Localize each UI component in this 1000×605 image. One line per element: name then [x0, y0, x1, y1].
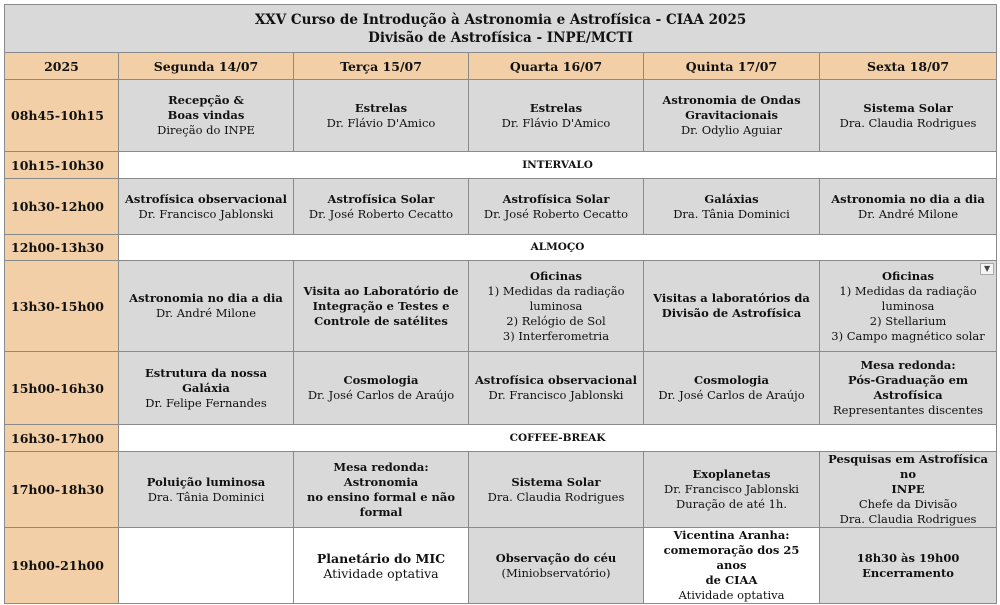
time-slot: 16h30-17h00	[5, 425, 119, 452]
session-cell[interactable]	[294, 179, 469, 235]
session-title: Boas vindas	[167, 108, 245, 122]
session-title: Oficinas	[882, 268, 935, 283]
session-speaker: Dr. José Roberto Cecatto	[308, 206, 454, 221]
session-cell[interactable]	[820, 352, 997, 425]
session-title: Astrofísica Solar	[502, 191, 610, 206]
session-title: formal	[359, 504, 403, 519]
session-speaker: Dra. Claudia Rodrigues	[839, 512, 977, 526]
workshop-item: luminosa	[881, 298, 935, 313]
session-title: Pós-Graduação em	[848, 373, 969, 387]
workshop-item: 2) Relógio de Sol	[506, 313, 606, 328]
session-title: Astrofísica	[873, 388, 943, 402]
header-friday: Sexta 18/07	[820, 53, 997, 80]
session-title: Poluição luminosa	[146, 474, 266, 489]
workshop-item: 2) Stellarium	[869, 313, 947, 328]
workshop-item: 1) Medidas da radiação	[839, 283, 977, 298]
session-title: Galáxias	[704, 191, 759, 206]
break-label: COFFEE-BREAK	[119, 425, 997, 452]
session-title: Observação do céu	[495, 550, 617, 565]
session-title: Sistema Solar	[511, 474, 601, 489]
header-row	[5, 53, 997, 80]
session-title: INPE	[891, 482, 925, 496]
session-cell[interactable]	[469, 352, 644, 425]
session-speaker: Dra. Tânia Dominici	[673, 206, 790, 221]
session-cell[interactable]	[294, 352, 469, 425]
session-cell[interactable]	[820, 452, 997, 528]
break-row	[5, 152, 997, 179]
table-row	[5, 352, 997, 425]
header-year: 2025	[5, 53, 119, 80]
session-cell[interactable]	[469, 80, 644, 152]
time-slot: 17h00-18h30	[5, 452, 119, 528]
session-title: Vicentina Aranha:	[673, 528, 790, 542]
break-label: ALMOÇO	[119, 235, 997, 261]
session-title: Sistema Solar	[863, 100, 953, 115]
time-slot: 08h45-10h15	[5, 80, 119, 152]
time-slot: 13h30-15h00	[5, 261, 119, 352]
table-row	[5, 261, 997, 352]
session-speaker: Dr. José Roberto Cecatto	[483, 206, 629, 221]
session-title: comemoração dos 25 anos	[663, 543, 800, 572]
session-title: Cosmologia	[343, 373, 419, 387]
session-cell[interactable]	[119, 179, 294, 235]
session-title: de CIAA	[705, 573, 758, 587]
table-row	[5, 179, 997, 235]
session-cell[interactable]	[469, 179, 644, 235]
chevron-down-icon[interactable]: ▼	[980, 263, 994, 275]
session-note: Atividade optativa	[323, 565, 439, 581]
session-cell[interactable]	[469, 452, 644, 528]
session-title: Estrelas	[529, 100, 583, 115]
title-line-1: XXV Curso de Introdução à Astronomia e Astrofísica - CIAA 2025	[254, 11, 747, 28]
session-speaker: Dr. José Carlos de Araújo	[307, 388, 455, 402]
session-speaker: Dr. André Milone	[155, 306, 257, 320]
session-cell[interactable]	[294, 80, 469, 152]
session-title: Controle de satélites	[314, 313, 448, 328]
session-note: Duração de até 1h.	[676, 497, 787, 511]
session-speaker: Dr. Francisco Jablonski	[664, 482, 799, 496]
session-speaker: Dr. Flávio D'Amico	[501, 115, 611, 130]
header-wednesday: Quarta 16/07	[469, 53, 644, 80]
workshop-item: 3) Campo magnético solar	[831, 328, 985, 343]
empty-cell	[119, 528, 294, 604]
time-slot: 10h30-12h00	[5, 179, 119, 235]
session-cell[interactable]	[820, 528, 997, 604]
session-cell[interactable]	[820, 179, 997, 235]
header-tuesday: Terça 15/07	[294, 53, 469, 80]
time-slot: 15h00-16h30	[5, 352, 119, 425]
time-slot: 19h00-21h00	[5, 528, 119, 604]
session-speaker: Dra. Tânia Dominici	[147, 489, 265, 504]
session-speaker: Dr. José Carlos de Araújo	[658, 388, 805, 402]
workshop-item: luminosa	[529, 298, 583, 313]
session-title: Planetário do MIC	[316, 550, 446, 566]
session-note: (Miniobservatório)	[501, 565, 611, 580]
session-cell[interactable]	[644, 452, 820, 528]
time-slot: 10h15-10h30	[5, 152, 119, 179]
session-speaker: Representantes discentes	[833, 403, 984, 417]
session-title: Gravitacionais	[685, 108, 778, 122]
table-row	[5, 528, 997, 604]
session-cell[interactable]	[820, 261, 997, 352]
session-title: Astronomia no dia a dia	[129, 291, 283, 305]
title-line-2: Divisão de Astrofísica - INPE/MCTI	[368, 29, 633, 46]
session-title: Cosmologia	[693, 373, 770, 387]
session-title: Visitas a laboratórios da	[653, 291, 810, 305]
session-title: Recepção &	[168, 93, 244, 107]
session-title: Estrutura da nossa Galáxia	[144, 365, 268, 395]
session-title: 18h30 às 19h00	[856, 550, 960, 565]
session-speaker: Direção do INPE	[157, 123, 255, 137]
session-cell[interactable]	[644, 80, 820, 152]
header-thursday: Quinta 17/07	[644, 53, 820, 80]
session-cell[interactable]	[294, 528, 469, 604]
session-cell[interactable]	[820, 80, 997, 152]
session-cell[interactable]	[294, 261, 469, 352]
session-title: Oficinas	[529, 268, 583, 283]
schedule-sheet	[4, 4, 997, 604]
session-cell[interactable]	[469, 261, 644, 352]
session-title: Exoplanetas	[692, 467, 771, 481]
break-row	[5, 235, 997, 261]
session-speaker: Dr. Felipe Fernandes	[145, 395, 267, 410]
session-title: Astrofísica Solar	[327, 191, 435, 206]
session-note: Atividade optativa	[678, 588, 785, 602]
session-title: Astronomia no dia a dia	[831, 191, 985, 206]
session-speaker: Dr. Flávio D'Amico	[326, 115, 436, 130]
session-title: Estrelas	[354, 100, 408, 115]
session-cell[interactable]	[469, 528, 644, 604]
time-slot: 12h00-13h30	[5, 235, 119, 261]
session-title: Mesa redonda: Astronomia	[333, 459, 429, 489]
session-title: no ensino formal e não	[306, 489, 456, 504]
table-row	[5, 452, 997, 528]
session-speaker: Chefe da Divisão	[858, 497, 958, 511]
header-monday: Segunda 14/07	[119, 53, 294, 80]
session-cell[interactable]	[644, 179, 820, 235]
session-title: Pesquisas em Astrofísica no	[828, 452, 988, 481]
session-speaker: Dra. Claudia Rodrigues	[487, 489, 625, 504]
session-title: Integração e Testes e	[312, 298, 450, 313]
session-speaker: Dr. Francisco Jablonski	[138, 206, 274, 221]
session-title: Astronomia de Ondas	[662, 93, 801, 107]
session-cell[interactable]	[644, 352, 820, 425]
session-speaker: Dr. Odylio Aguiar	[680, 123, 783, 137]
session-speaker: Dr. Francisco Jablonski	[488, 388, 624, 402]
session-title: Encerramento	[862, 565, 954, 580]
session-cell[interactable]	[119, 261, 294, 352]
table-row	[5, 80, 997, 152]
workshop-item: 1) Medidas da radiação	[487, 283, 625, 298]
session-cell[interactable]	[119, 452, 294, 528]
session-cell[interactable]	[119, 352, 294, 425]
session-title: Astrofísica observacional	[475, 373, 637, 387]
page-title	[5, 5, 997, 53]
session-speaker: Dr. André Milone	[857, 206, 959, 221]
session-title: Visita ao Laboratório de	[303, 283, 459, 298]
session-cell[interactable]	[294, 452, 469, 528]
session-title: Mesa redonda:	[860, 358, 956, 372]
workshop-item: 3) Interferometria	[502, 328, 610, 343]
schedule-table	[4, 4, 997, 604]
session-title: Divisão de Astrofísica	[661, 306, 802, 320]
session-cell[interactable]	[644, 261, 820, 352]
break-row	[5, 425, 997, 452]
session-cell[interactable]	[644, 528, 820, 604]
break-label: INTERVALO	[119, 152, 997, 179]
session-title: Astrofísica observacional	[125, 191, 287, 206]
session-cell[interactable]	[119, 80, 294, 152]
session-speaker: Dra. Claudia Rodrigues	[839, 115, 977, 130]
